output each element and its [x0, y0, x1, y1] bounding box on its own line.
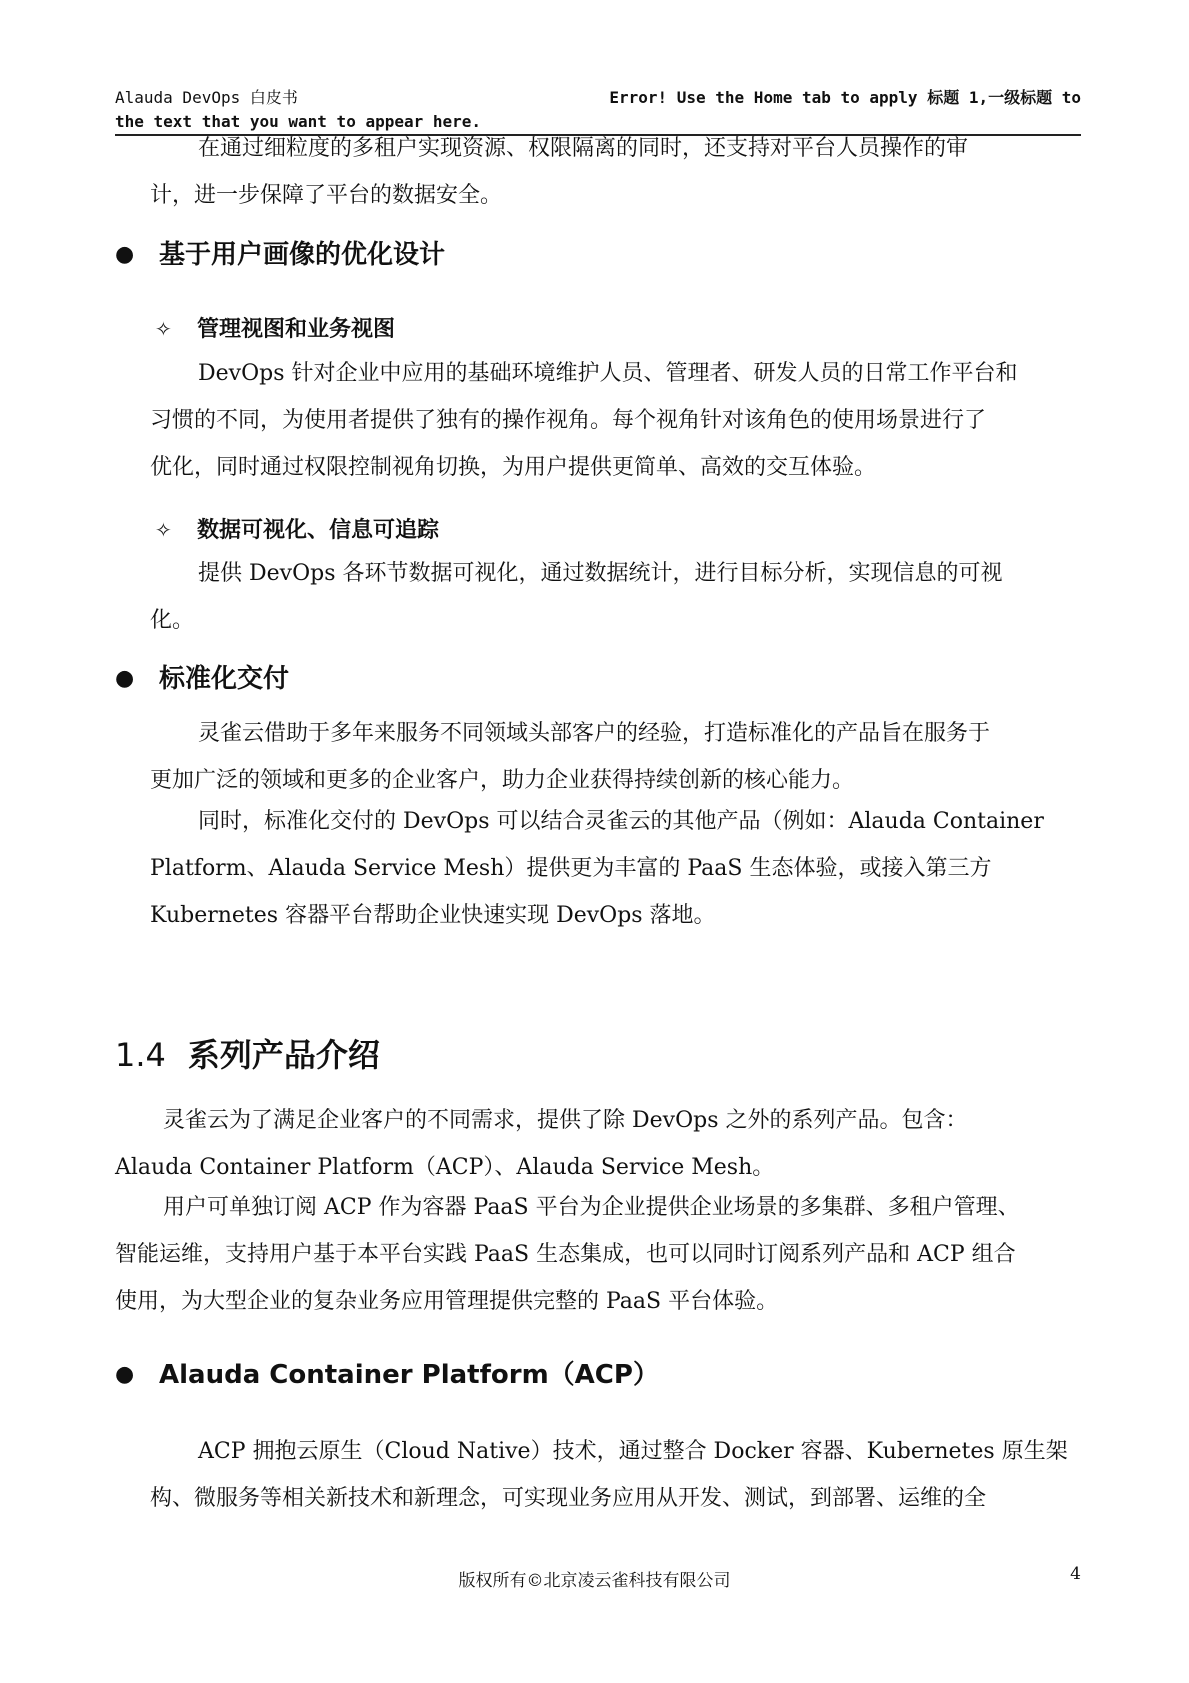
text-line: 智能运维，支持用户基于本平台实践 PaaS 生态集成，也可以同时订阅系列产品和 ACP 组合 [115, 1242, 1016, 1267]
paragraph-standard-1 [150, 710, 1090, 804]
paragraph-standard-2 [150, 798, 1090, 939]
paragraph-acp [150, 1428, 1090, 1522]
section-title: 系列产品介绍 [187, 1036, 380, 1074]
section-number: 1.4 [115, 1036, 166, 1074]
text-line: 提供 DevOps 各环节数据可视化，通过数据统计，进行目标分析，实现信息的可视 [198, 561, 1003, 586]
section-heading [115, 1030, 380, 1076]
text-line: 化。 [150, 608, 195, 633]
subheading-text: 管理视图和业务视图 [197, 317, 396, 342]
text-line: 习惯的不同，为使用者提供了独有的操作视角。每个视角针对该角色的使用场景进行了 [150, 408, 987, 433]
text-line: 灵雀云为了满足企业客户的不同需求，提供了除 DevOps 之外的系列产品。包含： [163, 1108, 968, 1133]
heading-text: 基于用户画像的优化设计 [159, 240, 446, 270]
heading-text: Alauda Container Platform（ACP） [159, 1360, 659, 1390]
header-error-text: Error! Use the Home tab to apply 标题 1,一级标题 to [609, 88, 1081, 107]
text-line: Platform、Alauda Service Mesh）提供更为丰富的 PaaS 生态体验，或接入第三方 [150, 856, 992, 881]
text-line: 优化，同时通过权限控制视角切换，为用户提供更简单、高效的交互体验。 [150, 455, 877, 480]
heading-text: 标准化交付 [159, 664, 290, 694]
subheading-visual [155, 513, 439, 544]
text-line: 灵雀云借助于多年来服务不同领域头部客户的经验，打造标准化的产品旨在服务于 [198, 721, 991, 746]
bullet-heading-user-profile [115, 234, 445, 271]
bullet-icon: ● [115, 666, 135, 691]
text-line: 使用，为大型企业的复杂业务应用管理提供完整的 PaaS 平台体验。 [115, 1289, 779, 1314]
bullet-icon: ● [115, 242, 135, 267]
text-line: 同时，标准化交付的 DevOps 可以结合灵雀云的其他产品（例如：Alauda Container [198, 809, 1044, 834]
text-line: 用户可单独订阅 ACP 作为容器 PaaS 平台为企业提供企业场景的多集群、多租户管理、 [163, 1195, 1020, 1220]
paragraph-series-1 [115, 1097, 1055, 1191]
page-number: 4 [1070, 1564, 1081, 1584]
text-line: 构、微服务等相关新技术和新理念，可实现业务应用从开发、测试，到部署、运维的全 [150, 1486, 987, 1511]
text-line: 在通过细粒度的多租户实现资源、权限隔离的同时，还支持对平台人员操作的审 [198, 136, 969, 161]
bullet-heading-standard [115, 658, 289, 695]
paragraph-series-2 [115, 1184, 1055, 1325]
text-line: DevOps 针对企业中应用的基础环境维护人员、管理者、研发人员的日常工作平台和 [198, 361, 1018, 386]
text-line: ACP 拥抱云原生（Cloud Native）技术，通过整合 Docker 容器、Kubernetes 原生架 [198, 1439, 1068, 1464]
header-doc-title: Alauda DevOps 白皮书 [115, 88, 298, 107]
text-line: 计，进一步保障了平台的数据安全。 [150, 183, 503, 208]
paragraph-views [150, 350, 1090, 491]
diamond-icon: ✧ [155, 317, 172, 341]
footer-copyright: 版权所有©北京凌云雀科技有限公司 [458, 1571, 731, 1591]
text-line: Alauda Container Platform（ACP）、Alauda Service Mesh。 [115, 1155, 775, 1180]
subheading-views [155, 312, 395, 343]
text-line: Kubernetes 容器平台帮助企业快速实现 DevOps 落地。 [150, 903, 716, 928]
paragraph-intro [150, 125, 1090, 219]
paragraph-visual [150, 550, 1090, 644]
subheading-text: 数据可视化、信息可追踪 [197, 518, 440, 543]
bullet-heading-acp [115, 1354, 659, 1391]
diamond-icon: ✧ [155, 518, 172, 542]
bullet-icon: ● [115, 1362, 135, 1387]
header-placeholder: the text that you want to appear here. [115, 112, 482, 131]
text-line: 更加广泛的领域和更多的企业客户，助力企业获得持续创新的核心能力。 [150, 768, 855, 793]
